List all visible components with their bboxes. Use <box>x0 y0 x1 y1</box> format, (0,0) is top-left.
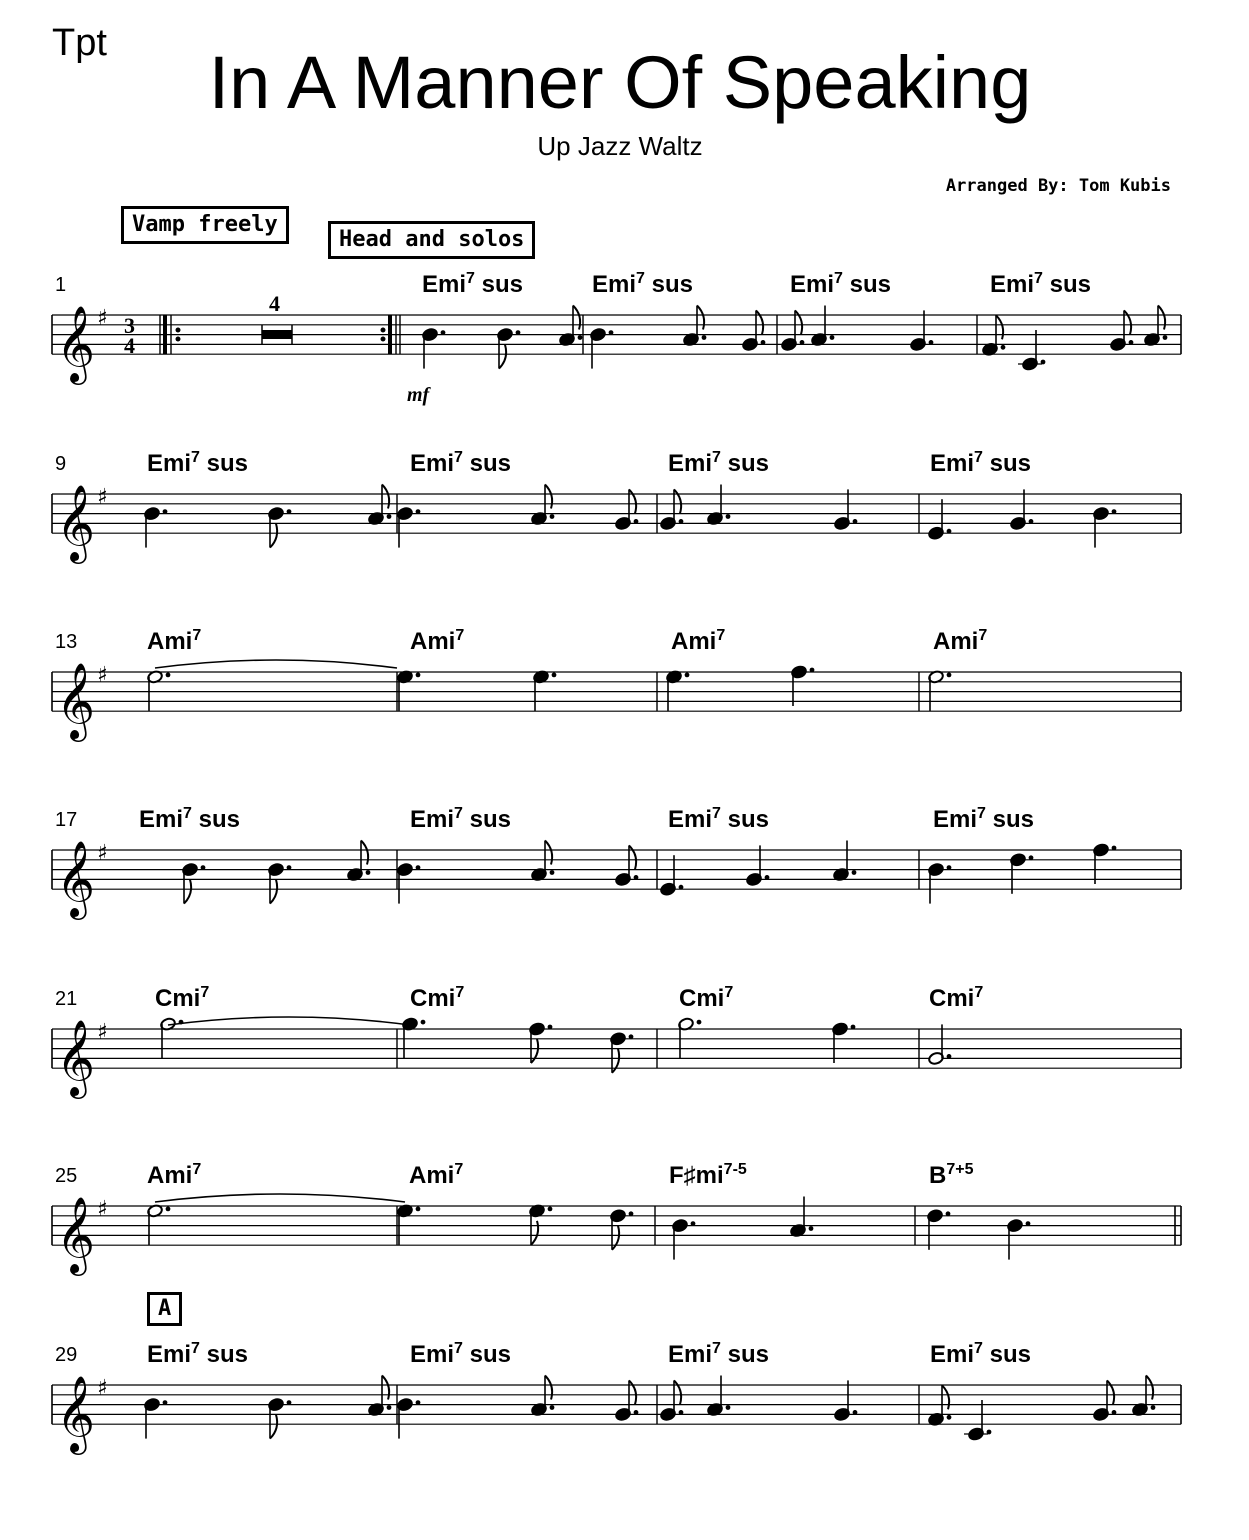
rehearsal-head-and-solos: Head and solos <box>328 221 535 259</box>
measure-number: 21 <box>55 988 78 1010</box>
dotted-note <box>629 1211 634 1216</box>
dotted-note <box>366 870 371 875</box>
dotted-note <box>550 870 555 875</box>
dotted-note <box>166 673 171 678</box>
note <box>683 306 707 347</box>
dotted-note <box>1112 509 1117 514</box>
dotted-note <box>947 1054 952 1059</box>
measure-number: 9 <box>55 453 67 475</box>
measure-number: 25 <box>55 1165 78 1187</box>
dotted-note <box>421 1020 426 1025</box>
dotted-note <box>416 1207 421 1212</box>
key-signature-sharp: ♯ <box>97 1376 108 1401</box>
treble-clef-icon: 𝄞 <box>56 1196 96 1274</box>
note <box>928 499 952 540</box>
chord-symbol: Emi$^7$ sus <box>410 1340 511 1368</box>
dotted-note <box>851 1025 856 1030</box>
dotted-note <box>1001 345 1006 350</box>
key-signature-sharp: ♯ <box>97 663 108 688</box>
note <box>615 845 639 886</box>
note <box>529 1022 553 1063</box>
note <box>147 670 171 711</box>
note <box>347 841 371 882</box>
repeat-dot <box>176 337 181 342</box>
note-flag <box>382 485 389 509</box>
dotted-note <box>1129 340 1134 345</box>
dotted-note <box>166 1207 171 1212</box>
note-flag <box>499 345 506 369</box>
chord-symbol: Emi$^7$ sus <box>668 1340 769 1368</box>
note <box>144 1398 168 1439</box>
dotted-note <box>800 340 805 345</box>
dotted-note <box>685 673 690 678</box>
note <box>928 1024 952 1065</box>
note <box>834 489 858 530</box>
note <box>964 1400 991 1441</box>
dotted-note <box>946 1211 951 1216</box>
chord-symbol: Ami$^7$ <box>147 627 202 655</box>
note <box>1144 306 1168 347</box>
note-flag <box>1124 310 1131 334</box>
note <box>928 1385 952 1426</box>
treble-clef-icon: 𝄞 <box>56 484 96 562</box>
note <box>422 328 446 369</box>
note <box>590 328 614 369</box>
dynamic-marking: mf <box>407 384 430 406</box>
dotted-note <box>441 330 446 335</box>
note-flag <box>184 880 191 904</box>
key-signature-sharp: ♯ <box>97 1197 108 1222</box>
arranger-credit: Arranged By: Tom Kubis <box>945 176 1171 196</box>
chord-symbol: Emi$^7$ sus <box>422 270 523 298</box>
key-signature-sharp: ♯ <box>97 841 108 866</box>
dotted-note <box>947 673 952 678</box>
dotted-note <box>516 330 521 335</box>
dotted-note <box>929 340 934 345</box>
note-flag <box>270 524 277 548</box>
key-signature-sharp: ♯ <box>97 306 108 331</box>
dotted-note <box>416 865 421 870</box>
dotted-note <box>550 1405 555 1410</box>
note <box>531 1376 555 1417</box>
dotted-note <box>1029 855 1034 860</box>
tie-slur <box>168 1017 410 1025</box>
chord-symbol: Ami$^7$ <box>147 1161 202 1189</box>
treble-clef-icon: 𝄞 <box>56 1019 96 1097</box>
dotted-note <box>852 870 857 875</box>
note <box>666 670 690 711</box>
note <box>615 1380 639 1421</box>
chord-symbol: Emi$^7$ sus <box>147 449 248 477</box>
note <box>531 841 555 882</box>
note <box>928 670 952 711</box>
note-flag <box>531 1039 538 1063</box>
part-name: Tpt <box>52 22 107 64</box>
dotted-note <box>853 519 858 524</box>
staff-system-5 <box>52 984 1181 1099</box>
chord-symbol: Emi$^7$ sus <box>147 1340 248 1368</box>
rehearsal-letter-a: A <box>147 1292 182 1326</box>
note <box>182 863 206 904</box>
chord-symbol: Emi$^7$ sus <box>668 449 769 477</box>
note <box>397 507 421 548</box>
chord-symbol: Emi$^7$ sus <box>139 805 240 833</box>
note <box>1132 1376 1156 1417</box>
note <box>368 1376 392 1417</box>
note <box>529 1204 553 1245</box>
dotted-note <box>765 875 770 880</box>
note-flag <box>612 1049 619 1073</box>
note <box>790 1197 814 1238</box>
time-signature-top: 3 <box>124 313 135 338</box>
chord-symbol: Emi$^7$ sus <box>930 449 1031 477</box>
treble-clef-icon: 𝄞 <box>56 662 96 740</box>
dotted-note <box>552 673 557 678</box>
dotted-note <box>726 514 731 519</box>
dotted-note <box>387 514 392 519</box>
multimeasure-rest <box>262 330 292 339</box>
treble-clef-icon: 𝄞 <box>56 840 96 918</box>
dotted-note <box>1151 1405 1156 1410</box>
dotted-note <box>634 519 639 524</box>
note-flag <box>545 485 552 509</box>
note <box>1093 507 1117 548</box>
note-flag <box>361 841 368 865</box>
chord-symbol: Cmi$^7$ <box>679 984 734 1012</box>
rehearsal-vamp-freely: Vamp freely <box>121 206 289 244</box>
note-flag <box>942 1385 949 1409</box>
note <box>927 1209 951 1250</box>
dotted-note <box>1026 1221 1031 1226</box>
chord-symbol: Ami$^7$ <box>933 627 988 655</box>
note <box>1093 843 1117 884</box>
note <box>791 665 815 706</box>
note <box>707 485 731 526</box>
chord-symbol: Emi$^7$ sus <box>592 270 693 298</box>
dotted-note <box>679 885 684 890</box>
note <box>397 1398 421 1439</box>
note-flag <box>1158 306 1165 330</box>
note <box>610 1209 634 1250</box>
note <box>742 310 766 351</box>
note-flag <box>629 845 636 869</box>
note <box>368 485 392 526</box>
dotted-note <box>1163 335 1168 340</box>
dotted-note <box>809 1226 814 1231</box>
dotted-note <box>726 1405 731 1410</box>
staff-system-6 <box>52 1161 1181 1276</box>
note-flag <box>545 1376 552 1400</box>
chord-symbol: Emi$^7$ sus <box>930 1340 1031 1368</box>
repeat-dot <box>176 328 181 333</box>
treble-clef-icon: 𝄞 <box>56 305 96 383</box>
note <box>268 507 292 548</box>
note <box>811 306 835 347</box>
dotted-note <box>702 335 707 340</box>
note <box>910 310 934 351</box>
dotted-note <box>761 340 766 345</box>
staff-system-1 <box>52 270 1181 385</box>
key-signature-sharp: ♯ <box>97 1020 108 1045</box>
dotted-note <box>287 865 292 870</box>
chord-symbol: $F♯mi^{7-5}$ <box>669 1161 747 1189</box>
note <box>833 841 857 882</box>
note <box>660 1380 684 1421</box>
chord-symbol: Cmi$^7$ <box>929 984 984 1012</box>
note <box>147 1204 171 1245</box>
chord-symbol: Cmi$^7$ <box>155 984 210 1012</box>
dotted-note <box>679 1410 684 1415</box>
note <box>615 489 639 530</box>
note-flag <box>1107 1380 1114 1404</box>
note <box>707 1376 731 1417</box>
key-signature-sharp: ♯ <box>97 485 108 510</box>
dotted-note <box>163 1400 168 1405</box>
tie-slur <box>155 660 397 668</box>
tie-slur <box>155 1194 405 1202</box>
dotted-note <box>609 330 614 335</box>
repeat-dot <box>381 328 386 333</box>
dotted-note <box>550 514 555 519</box>
staff-system-3 <box>52 627 1181 742</box>
multimeasure-rest-count: 4 <box>269 291 280 316</box>
note <box>533 670 557 711</box>
chord-symbol: Emi$^7$ sus <box>790 270 891 298</box>
note <box>834 1380 858 1421</box>
note <box>1007 1219 1031 1260</box>
chord-symbol: Ami$^7$ <box>671 627 726 655</box>
note-flag <box>531 1221 538 1245</box>
dotted-note <box>830 335 835 340</box>
staff-system-4 <box>52 805 1181 920</box>
chord-symbol: Cmi$^7$ <box>410 984 465 1012</box>
note <box>397 670 421 711</box>
note <box>781 310 805 351</box>
dotted-note <box>853 1410 858 1415</box>
note <box>1010 853 1034 894</box>
note <box>144 507 168 548</box>
dotted-note <box>163 509 168 514</box>
dotted-note <box>1112 1410 1117 1415</box>
dotted-note <box>691 1221 696 1226</box>
note <box>1010 489 1034 530</box>
note-flag <box>382 1376 389 1400</box>
dotted-note <box>548 1025 553 1030</box>
dotted-note <box>679 519 684 524</box>
note-flag <box>674 1380 681 1404</box>
note <box>928 863 952 904</box>
chord-symbol: Ami$^7$ <box>409 1161 464 1189</box>
dotted-note <box>548 1207 553 1212</box>
note-flag <box>674 489 681 513</box>
dotted-note <box>416 509 421 514</box>
dotted-note <box>947 865 952 870</box>
note <box>610 1032 634 1073</box>
chord-symbol: $B^{7+5}$ <box>929 1161 974 1189</box>
note <box>672 1219 696 1260</box>
treble-clef-icon: 𝄞 <box>56 1375 96 1453</box>
note-flag <box>629 1380 636 1404</box>
chord-symbol: Emi$^7$ sus <box>410 449 511 477</box>
measure-number: 29 <box>55 1344 78 1366</box>
dotted-note <box>810 668 815 673</box>
note-flag <box>270 1415 277 1439</box>
note-flag <box>1146 1376 1153 1400</box>
chord-symbol: Ami$^7$ <box>410 627 465 655</box>
note <box>832 1022 856 1063</box>
note <box>1018 330 1045 371</box>
chord-symbol: Emi$^7$ sus <box>933 805 1034 833</box>
note <box>397 863 421 904</box>
note-flag <box>545 841 552 865</box>
note <box>660 855 684 896</box>
note <box>559 306 583 347</box>
dotted-note <box>634 1410 639 1415</box>
note <box>497 328 521 369</box>
dotted-note <box>387 1405 392 1410</box>
note-flag <box>612 1226 619 1250</box>
note <box>268 1398 292 1439</box>
note-flag <box>270 880 277 904</box>
dotted-note <box>634 875 639 880</box>
note <box>1093 1380 1117 1421</box>
note <box>402 1017 426 1058</box>
measure-number: 1 <box>55 274 67 296</box>
dotted-note <box>287 509 292 514</box>
staff-system-2 <box>52 449 1181 564</box>
note-flag <box>756 310 763 334</box>
time-signature-bottom: 4 <box>124 333 135 358</box>
dotted-note <box>1029 519 1034 524</box>
note-flag <box>795 310 802 334</box>
dotted-note <box>416 673 421 678</box>
measure-number: 13 <box>55 631 78 653</box>
dotted-note <box>1112 846 1117 851</box>
dotted-note <box>287 1400 292 1405</box>
note <box>746 845 770 886</box>
measure-number: 17 <box>55 809 78 831</box>
chord-symbol: Emi$^7$ sus <box>410 805 511 833</box>
dotted-note <box>578 335 583 340</box>
note <box>678 1017 702 1058</box>
note <box>982 315 1006 356</box>
staff-system-7 <box>52 1340 1181 1455</box>
dotted-note <box>697 1020 702 1025</box>
note <box>531 485 555 526</box>
dotted-note <box>201 865 206 870</box>
note <box>660 489 684 530</box>
score-title: In A Manner Of Speaking <box>208 41 1032 124</box>
dotted-note <box>947 529 952 534</box>
dotted-note <box>947 1415 952 1420</box>
score-subtitle: Up Jazz Waltz <box>537 131 703 161</box>
repeat-dot <box>381 337 386 342</box>
note <box>1110 310 1134 351</box>
note-flag <box>573 306 580 330</box>
chord-symbol: Emi$^7$ sus <box>990 270 1091 298</box>
note <box>268 863 292 904</box>
note-flag <box>629 489 636 513</box>
dotted-note <box>416 1400 421 1405</box>
note-flag <box>697 306 704 330</box>
note-flag <box>996 315 1003 339</box>
chord-symbol: Emi$^7$ sus <box>668 805 769 833</box>
note <box>397 1204 421 1245</box>
dotted-note <box>629 1034 634 1039</box>
